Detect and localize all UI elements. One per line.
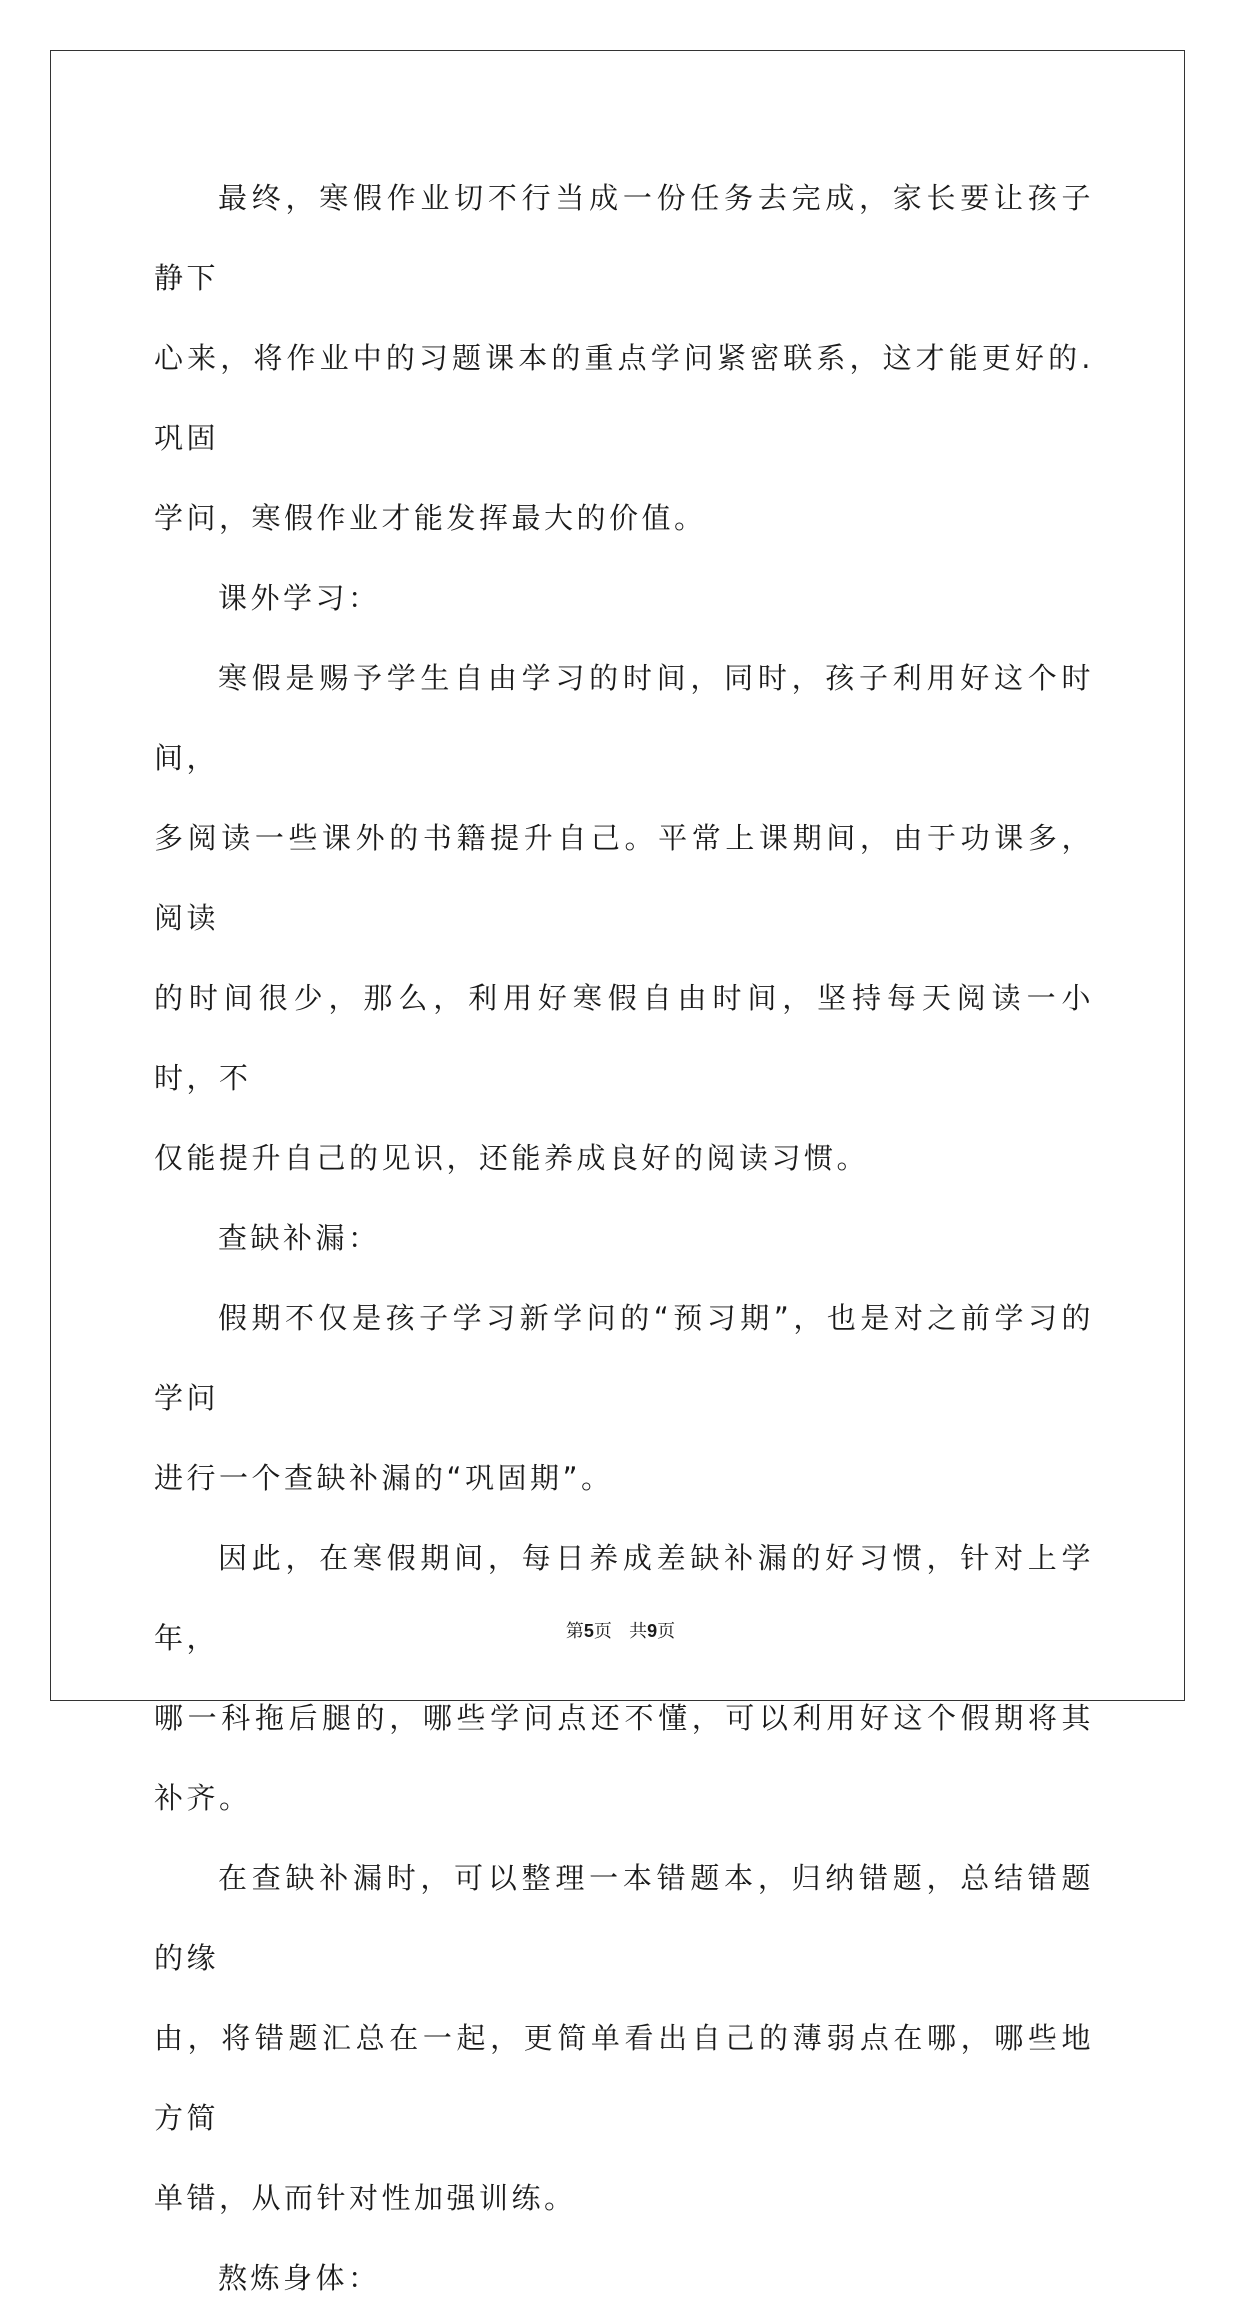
footer-total-prefix: 共 [629,1621,648,1642]
text-line: 进行一个查缺补漏的“巩固期”。 [154,1461,614,1495]
document-body [154,158,1094,2318]
section-heading [154,2238,1094,2318]
paragraph [154,1518,1094,1838]
paragraph [154,1278,1094,1518]
total-pages-number: 9 [647,1621,658,1641]
current-page-number: 5 [583,1621,594,1641]
text-line: 的时间很少，那么，利用好寒假自由时间，坚持每天阅读一小时，不 [154,981,1094,1095]
text-line: 查缺补漏： [218,1221,381,1255]
text-line: 课外学习： [218,581,381,615]
text-line: 哪一科拖后腿的，哪些学问点还不懂，可以利用好这个假期将其补齐。 [154,1701,1094,1815]
footer-total-unit: 页 [657,1621,676,1642]
text-line: 在查缺补漏时，可以整理一本错题本，归纳错题，总结错题的缘 [154,1861,1094,1975]
text-line: 由，将错题汇总在一起，更简单看出自己的薄弱点在哪，哪些地方简 [154,2021,1094,2135]
section-heading [154,1198,1094,1278]
section-heading [154,558,1094,638]
paragraph [154,158,1094,558]
text-line: 最终，寒假作业切不行当成一份任务去完成，家长要让孩子静下 [154,181,1094,295]
text-line: 因此，在寒假期间，每日养成差缺补漏的好习惯，针对上学年， [154,1541,1094,1655]
footer-prefix: 第 [565,1621,584,1642]
text-line: 多阅读一些课外的书籍提升自己。平常上课期间，由于功课多，阅读 [154,821,1094,935]
text-line: 仅能提升自己的见识，还能养成良好的阅读习惯。 [154,1141,870,1175]
text-line: 单错，从而针对性加强训练。 [154,2181,577,2215]
text-line: 寒假是赐予学生自由学习的时间，同时，孩子利用好这个时间， [154,661,1094,775]
paragraph [154,638,1094,1198]
paragraph [154,1838,1094,2238]
page-footer [0,1617,1241,1643]
text-line: 学问，寒假作业才能发挥最大的价值。 [154,501,707,535]
text-line: 熬炼身体： [218,2261,381,2295]
text-line: 假期不仅是孩子学习新学问的“预习期”，也是对之前学习的学问 [154,1301,1094,1415]
text-line: 心来，将作业中的习题课本的重点学问紧密联系，这才能更好的.巩固 [154,341,1094,455]
footer-page-unit: 页 [593,1621,612,1642]
